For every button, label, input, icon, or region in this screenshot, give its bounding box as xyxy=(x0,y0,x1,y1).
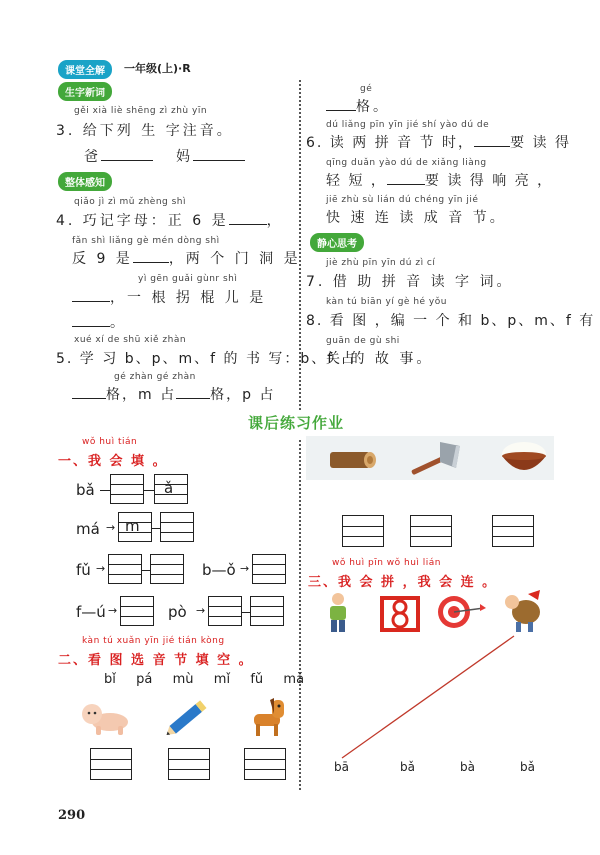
right-top-pinyin: gé xyxy=(360,84,373,94)
part3-syllable-4[interactable]: bǎ xyxy=(520,760,535,774)
question-6-line-2: 轻 短 ， 要 读 得 响 亮 ， xyxy=(326,173,554,189)
q3-item-a xyxy=(84,146,153,166)
q4-pinyin-3: yì gēn guǎi gùnr shì xyxy=(138,274,238,284)
r3-arrow: → xyxy=(96,562,106,575)
question-7: 7. 借 助 拼 音 读 字 词。 xyxy=(306,274,514,290)
question-5-line-1: 5. 学 习 b、p、m、f 的 书 写：b、f 占 xyxy=(56,351,357,367)
answer-blank[interactable] xyxy=(326,110,356,111)
r4-middle-syllable: pò xyxy=(168,603,187,621)
r2-arrow: → xyxy=(106,521,116,534)
question-4-line-4: 。 xyxy=(72,312,127,332)
part2-answer-box-1[interactable] xyxy=(90,748,132,780)
part3-top-box-2[interactable] xyxy=(410,515,452,547)
part1-pinyin: wǒ huì tián xyxy=(82,437,138,447)
r4-start-syllable: f—ú xyxy=(76,603,106,621)
question-4-line-2: 反 9 是 ，两 个 门 洞 是 xyxy=(72,251,301,267)
axe-icon xyxy=(406,436,466,480)
grade-label: 一年级(上)·R xyxy=(124,62,191,75)
r1-start-syllable: bǎ xyxy=(76,481,95,499)
question-8-line-2: 关 的 故 事。 xyxy=(326,351,434,367)
question-4-line-3: ，一 根 拐 棍 儿 是 xyxy=(72,287,266,307)
part3-syllable-1[interactable]: bā xyxy=(334,760,349,774)
r4-arrow-2: → xyxy=(196,604,206,617)
r3-connector xyxy=(142,570,150,571)
wood-log-icon xyxy=(326,444,378,474)
q6-pinyin-3: jiē zhù sù lián dú chéng yīn jié xyxy=(326,195,479,205)
right-top-line: 格。 xyxy=(326,96,390,116)
r3-middle-syllable: b—ǒ xyxy=(202,561,236,579)
part1-title: 一、我 会 填 。 xyxy=(58,454,168,469)
section-tag-overview: 整体感知 xyxy=(58,172,112,191)
r2-start-syllable: má xyxy=(76,520,100,538)
question-6-line-1: 6. 读 两 拼 音 节 时， 要 读 得 xyxy=(306,135,571,151)
q5-pinyin-2: gé zhàn gé zhàn xyxy=(114,372,196,382)
question-8-line-1: 8. 看 图 ，编 一 个 和 b、p、m、f 有 xyxy=(306,313,596,329)
part3-top-box-1[interactable] xyxy=(342,515,384,547)
part2-answer-box-2[interactable] xyxy=(168,748,210,780)
r4-arrow: → xyxy=(108,604,118,617)
section-badge: 课堂全解 xyxy=(58,60,112,79)
section-tag-reflection: 静心思考 xyxy=(310,233,364,252)
part2-title: 二、看 图 选 音 节 填 空 。 xyxy=(58,653,254,668)
q3-char-ba: 爸 xyxy=(84,149,101,165)
horse-icon xyxy=(244,694,292,740)
column-divider-bottom xyxy=(299,440,301,790)
rice-bowl-icon xyxy=(498,438,550,480)
q4-pinyin-2: fǎn shì liǎng gè mén dòng shì xyxy=(72,236,220,246)
question-5-line-2: 格，m 占 格，p 占 xyxy=(72,384,275,404)
q6-pinyin-1: dú liǎng pīn yīn jié shí yào dú de xyxy=(326,120,490,130)
answer-blank[interactable] xyxy=(176,398,210,399)
answer-blank[interactable] xyxy=(229,224,267,225)
section-tag-new-words: 生字新词 xyxy=(58,82,112,101)
q5-pinyin-1: xué xí de shū xiě zhàn xyxy=(74,335,187,345)
part3-top-box-3[interactable] xyxy=(492,515,534,547)
r3-answer-box-1[interactable] xyxy=(108,554,142,584)
q3-pinyin: gěi xià liè shēng zì zhù yīn xyxy=(74,106,208,116)
connection-line xyxy=(306,600,556,770)
r1-connector-2 xyxy=(144,490,154,491)
answer-blank[interactable] xyxy=(72,398,106,399)
answer-blank[interactable] xyxy=(474,146,510,147)
r1-connector-1 xyxy=(100,490,110,491)
q3-char-ma: 妈 xyxy=(176,149,193,165)
r4-answer-box-2[interactable] xyxy=(208,596,242,626)
q7-pinyin: jiè zhù pīn yīn dú zì cí xyxy=(326,258,436,268)
question-4-line-1: 4. 巧记字母：正 6 是 ， xyxy=(56,213,284,229)
answer-blank[interactable] xyxy=(72,326,110,327)
answer-blank[interactable] xyxy=(72,301,110,302)
baby-crawling-icon xyxy=(78,694,134,738)
part2-answer-box-3[interactable] xyxy=(244,748,286,780)
r3-answer-box-2[interactable] xyxy=(150,554,184,584)
r2-answer-box[interactable] xyxy=(160,512,194,542)
r3-start-syllable: fǔ xyxy=(76,561,91,579)
r3-arrow-2: → xyxy=(240,562,250,575)
r3-answer-box-3[interactable] xyxy=(252,554,286,584)
part2-syllable-options: bǐ pá mù mǐ fǔ mǎ xyxy=(104,672,305,687)
r1-given-syllable: ǎ xyxy=(164,479,174,497)
r1-answer-box[interactable] xyxy=(110,474,144,504)
question-6-line-3: 快 速 连 读 成 音 节。 xyxy=(326,210,507,226)
q6-pinyin-2: qīng duǎn yào dú de xiǎng liàng xyxy=(326,158,487,168)
r2-connector xyxy=(152,528,160,529)
part3-title: 三、我 会 拼 ，我 会 连 。 xyxy=(308,575,498,590)
question-3: 3. 给下列 生 字注音。 xyxy=(56,123,234,139)
part2-pinyin: kàn tú xuǎn yīn jié tián kòng xyxy=(82,636,225,646)
answer-blank[interactable] xyxy=(193,160,245,161)
answer-blank[interactable] xyxy=(101,160,153,161)
r2-given-letter: m xyxy=(125,517,140,535)
r4-answer-box-3[interactable] xyxy=(250,596,284,626)
r4-answer-box-1[interactable] xyxy=(120,596,154,626)
q8-pinyin-2: guān de gù shi xyxy=(326,336,400,346)
homework-title: 课后练习作业 xyxy=(248,414,345,432)
page-number: 290 xyxy=(58,808,86,823)
answer-blank[interactable] xyxy=(387,184,425,185)
answer-blank[interactable] xyxy=(133,262,169,263)
r4-connector xyxy=(242,612,250,613)
part3-syllable-3[interactable]: bà xyxy=(460,760,475,774)
part3-pinyin: wǒ huì pīn wǒ huì lián xyxy=(332,558,441,568)
q8-pinyin-1: kàn tú biān yí gè hé yǒu xyxy=(326,297,447,307)
q4-pinyin-1: qiǎo jì zì mǔ zhèng shì xyxy=(74,197,187,207)
q3-item-b xyxy=(176,146,245,166)
pencil-icon xyxy=(162,694,214,740)
part3-syllable-2[interactable]: bǎ xyxy=(400,760,415,774)
